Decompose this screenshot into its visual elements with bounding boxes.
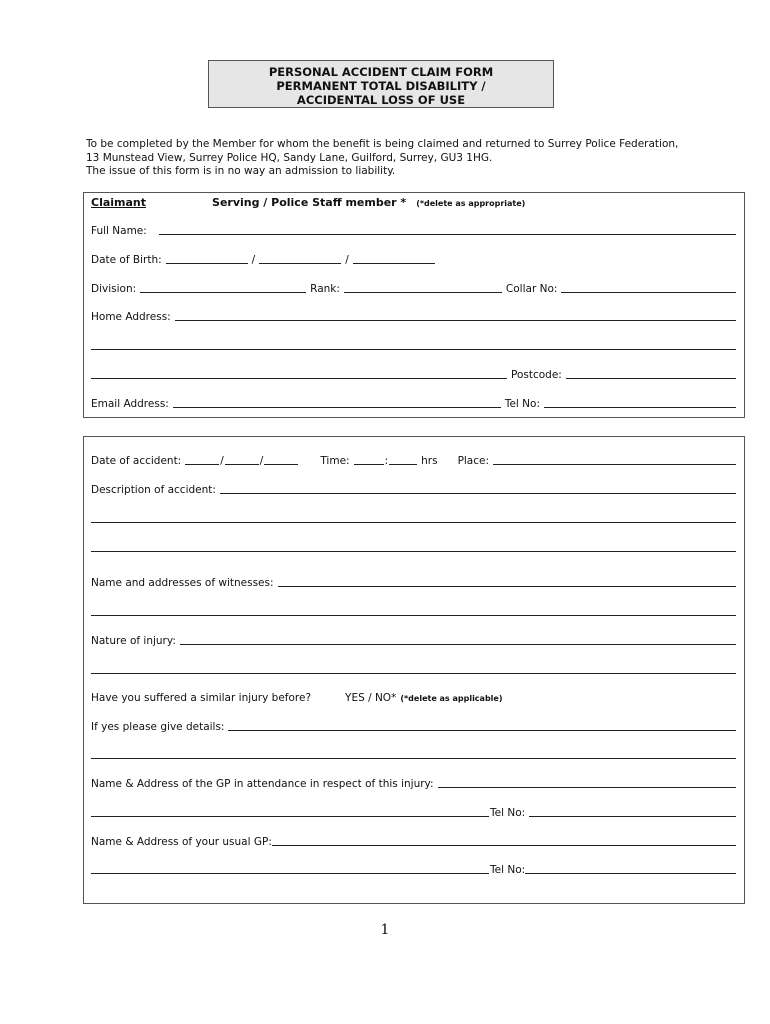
usual-gp-field-2[interactable] (91, 870, 489, 874)
dob-day-field[interactable] (166, 260, 248, 264)
claimant-heading: Claimant (91, 196, 147, 209)
title-line-1: PERSONAL ACCIDENT CLAIM FORM (268, 65, 494, 79)
home-address-field-1[interactable] (175, 317, 736, 321)
usual-gp-row (91, 832, 736, 848)
witnesses-field-1[interactable] (278, 583, 736, 587)
witnesses-row-2 (91, 602, 736, 618)
yes-no-note: (*delete as applicable) (400, 694, 503, 703)
witnesses-label: Name and addresses of witnesses: (91, 577, 274, 589)
gp-attendance-label: Name & Address of the GP in attendance in respect of this injury: (91, 778, 434, 790)
title-line-2: PERMANENT TOTAL DISABILITY / (276, 79, 486, 93)
division-field[interactable] (140, 289, 306, 293)
dob-row (91, 250, 736, 266)
dob-sep-2: / (345, 254, 349, 266)
description-row-3 (91, 538, 736, 554)
division-label: Division: (91, 283, 137, 295)
dob-sep-1: / (251, 254, 256, 266)
dob-year-field[interactable] (353, 260, 435, 264)
claimant-section (83, 192, 745, 418)
member-type-label[interactable]: Serving / Police Staff member * (212, 196, 407, 209)
details-row-2 (91, 745, 736, 761)
home-address-field-2[interactable] (91, 346, 736, 350)
accident-date-sep-1: / (220, 455, 224, 467)
similar-injury-label: Have you suffered a similar injury before? (91, 692, 312, 704)
usual-gp-label: Name & Address of your usual GP: (91, 836, 272, 848)
details-field-2[interactable] (91, 755, 736, 759)
injury-row-2 (91, 660, 736, 676)
usual-gp-row-2 (91, 860, 736, 876)
tel-field[interactable] (544, 404, 736, 408)
description-field-1[interactable] (220, 490, 736, 494)
details-field-1[interactable] (228, 727, 736, 731)
dob-label: Date of Birth: (91, 254, 162, 266)
similar-injury-row (91, 688, 736, 704)
time-minutes-field[interactable] (389, 461, 417, 465)
place-label: Place: (457, 455, 490, 467)
postcode-field[interactable] (566, 375, 736, 379)
intro-line-1: To be completed by the Member for whom the benefit is being claimed and returned to Surrey Police Federation, (86, 138, 679, 150)
gp-attendance-row-2 (91, 803, 736, 819)
title-line-3: ACCIDENTAL LOSS OF USE (296, 93, 466, 107)
description-row-2 (91, 509, 736, 525)
gp-tel-label: Tel No: (490, 807, 526, 819)
time-hours-field[interactable] (354, 461, 384, 465)
collar-label: Collar No: (505, 283, 558, 295)
dob-month-field[interactable] (259, 260, 341, 264)
accident-date-label: Date of accident: (91, 455, 182, 467)
rank-field[interactable] (344, 289, 502, 293)
witnesses-row (91, 573, 736, 589)
intro-text (86, 138, 746, 179)
home-address-field-3[interactable] (91, 375, 507, 379)
collar-field[interactable] (561, 289, 736, 293)
description-row (91, 480, 736, 496)
claimant-header-row (91, 193, 736, 209)
accident-year-field[interactable] (264, 461, 298, 465)
usual-gp-tel-field[interactable] (525, 870, 736, 874)
time-label: Time: (320, 455, 350, 467)
full-name-row (91, 221, 736, 237)
yes-no-option[interactable]: YES / NO* (345, 692, 397, 704)
description-field-3[interactable] (91, 548, 736, 552)
email-label: Email Address: (91, 398, 169, 410)
description-field-2[interactable] (91, 519, 736, 523)
email-row (91, 394, 736, 410)
postcode-label: Postcode: (511, 369, 562, 381)
details-row (91, 717, 736, 733)
gp-tel-field[interactable] (529, 813, 736, 817)
accident-date-sep-2: / (259, 455, 264, 467)
gp-attendance-field-2[interactable] (91, 813, 489, 817)
intro-line-2: 13 Munstead View, Surrey Police HQ, Sandy Lane, Guilford, Surrey, GU3 1HG. (86, 151, 493, 164)
usual-gp-field-1[interactable] (272, 842, 736, 846)
postcode-row (91, 365, 736, 381)
full-name-field[interactable] (159, 231, 736, 235)
injury-label: Nature of injury: (91, 635, 176, 647)
gp-attendance-row (91, 774, 736, 790)
intro-line-3: The issue of this form is in no way an admission to liability. (86, 165, 396, 177)
page-number: 1 (380, 922, 390, 938)
home-address-row (91, 307, 736, 323)
time-colon: : (384, 455, 389, 467)
rank-label: Rank: (310, 283, 340, 295)
witnesses-field-2[interactable] (91, 612, 736, 616)
accident-date-row (91, 451, 736, 467)
full-name-label: Full Name: (91, 225, 147, 237)
hrs-label: hrs (421, 455, 438, 467)
description-label: Description of accident: (91, 484, 216, 496)
form-title (208, 60, 554, 108)
place-field[interactable] (493, 461, 736, 465)
tel-label: Tel No: (504, 398, 540, 410)
accident-section (83, 436, 745, 904)
division-row (91, 279, 736, 295)
injury-field-1[interactable] (180, 641, 736, 645)
usual-gp-tel-label: Tel No: (490, 864, 526, 876)
accident-month-field[interactable] (225, 461, 259, 465)
injury-field-2[interactable] (91, 670, 736, 674)
member-type-note: (*delete as appropriate) (416, 199, 526, 208)
gp-attendance-field-1[interactable] (438, 784, 736, 788)
home-address-label: Home Address: (91, 311, 171, 323)
home-address-row-2 (91, 336, 736, 352)
details-label: If yes please give details: (91, 721, 225, 733)
accident-day-field[interactable] (185, 461, 219, 465)
email-field[interactable] (173, 404, 501, 408)
injury-row (91, 631, 736, 647)
